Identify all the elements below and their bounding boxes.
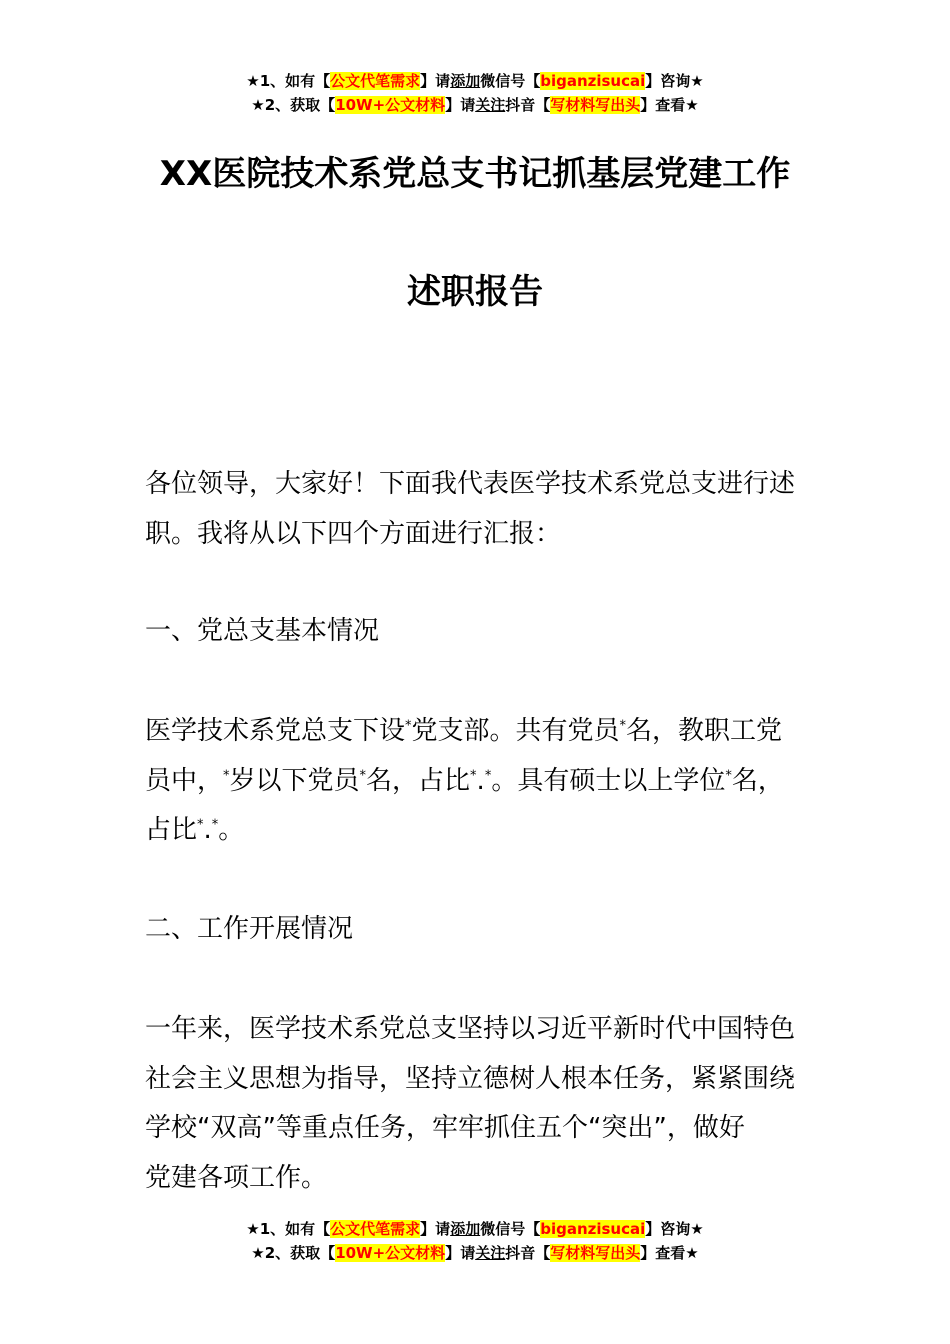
section-1-paragraph: 医学技术系党总支下设*党支部。共有党员*名，教职工党 员中，*岁以下党员*名，占比*.*。具有硕士以上学位*名， 占比*.*。: [145, 716, 784, 845]
document-title-line-2: 述职报告: [407, 272, 543, 312]
header-notice-line-1: ★1、如有【公文代笔需求】请添加微信号【biganzisucai】咨询★: [246, 72, 704, 90]
header-notice-line-2: ★2、获取【10W+公文材料】请关注抖音【写材料写出头】查看★: [251, 96, 699, 114]
intro-paragraph: 各位领导，大家好！下面我代表医学技术系党总支进行述 职。我将从以下四个方面进行汇报：: [145, 469, 796, 549]
highlight-douyin: 写材料写出头: [550, 96, 641, 114]
footer-notice-line-2: ★2、获取【10W+公文材料】请关注抖音【写材料写出头】查看★: [251, 1244, 699, 1262]
section-2-paragraph: 一年来，医学技术系党总支坚持以习近平新时代中国特色 社会主义思想为指导，坚持立德树人根本任务，紧紧围绕 学校“双高”等重点任务，牢牢抓住五个“突出”，做好 党建各项工作。: [145, 1014, 796, 1193]
highlight-materials: 10W+公文材料: [335, 96, 446, 114]
highlight-service: 公文代笔需求: [330, 72, 421, 90]
highlight-wechat-id: biganzisucai: [540, 72, 646, 90]
section-2-heading: 二、工作开展情况: [145, 914, 354, 944]
footer-notice-line-1: ★1、如有【公文代笔需求】请添加微信号【biganzisucai】咨询★: [246, 1220, 704, 1238]
section-1-heading: 一、党总支基本情况: [145, 616, 380, 646]
document-title-line-1: XX医院技术系党总支书记抓基层党建工作: [159, 154, 791, 194]
